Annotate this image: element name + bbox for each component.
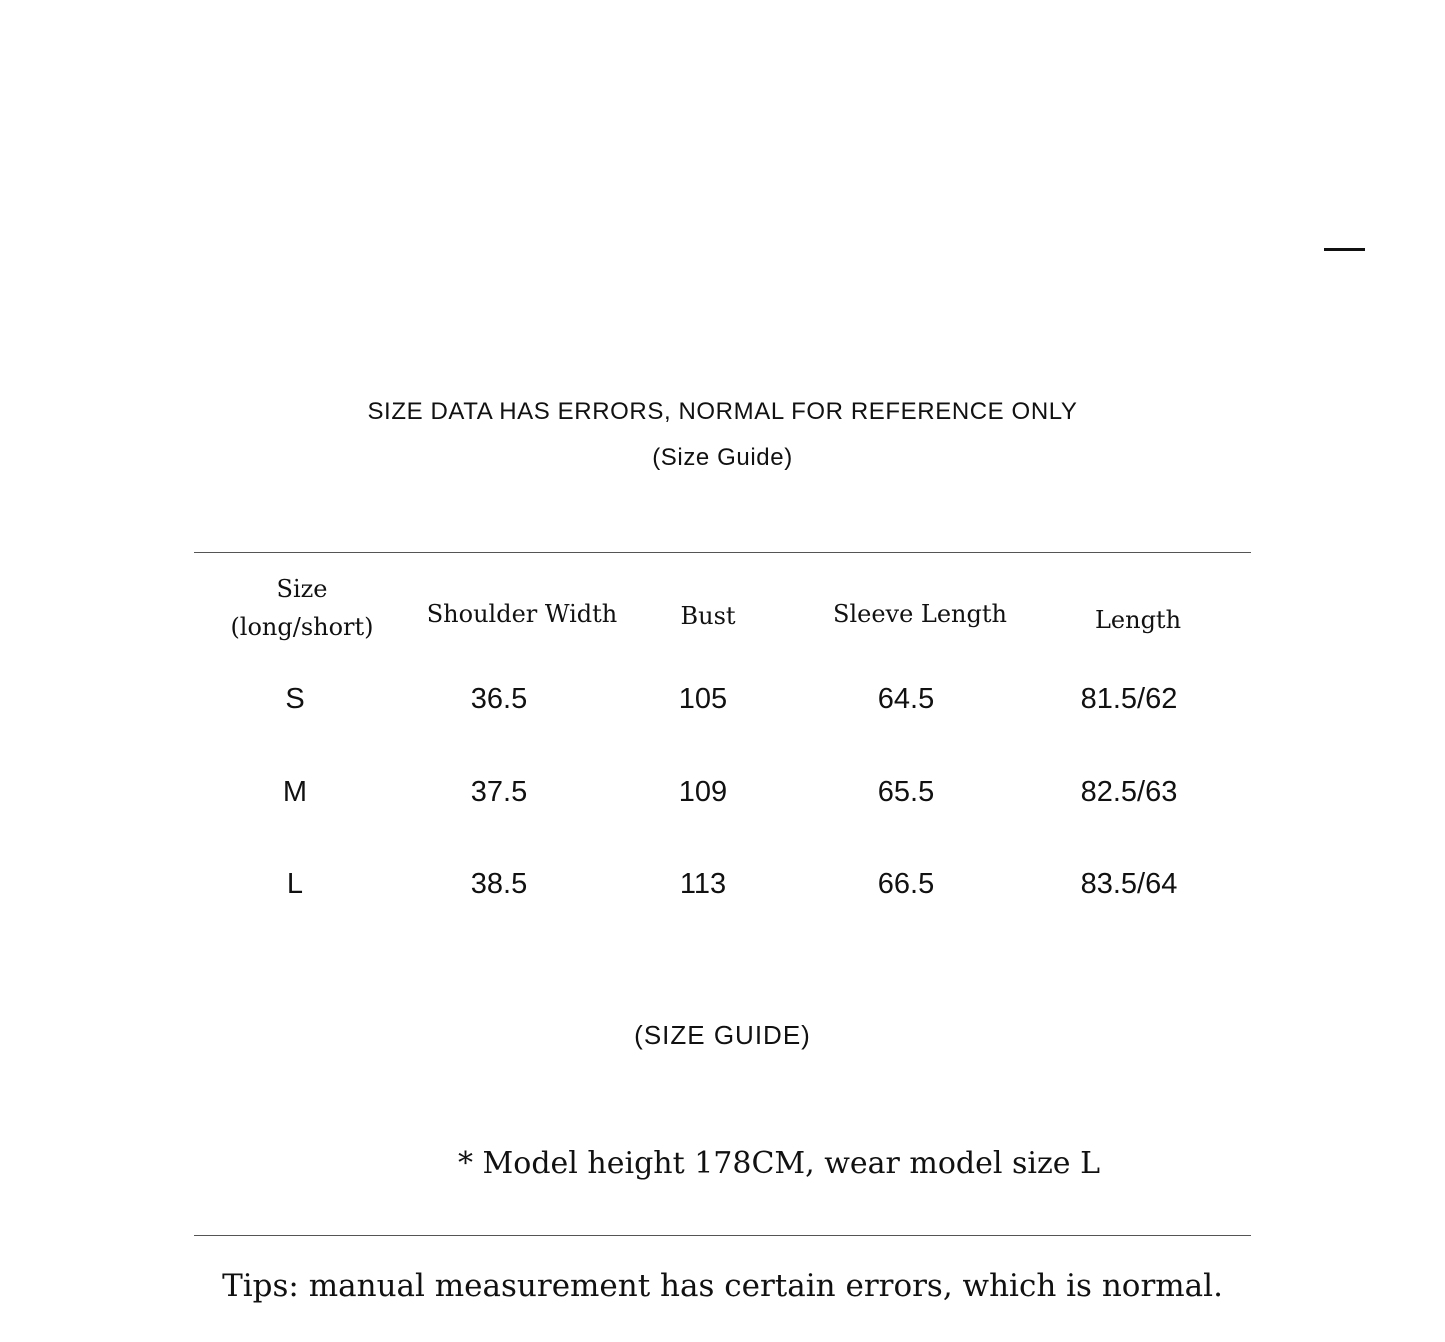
sleeve-length-cell: 66.5	[877, 868, 935, 900]
size-guide-subtitle: (Size Guide)	[652, 444, 793, 471]
column-header-shoulder-width: Shoulder Width	[426, 600, 618, 628]
minus-dash-mark	[1324, 248, 1365, 251]
size-cell: M	[282, 776, 308, 808]
length-cell: 83.5/64	[1080, 868, 1178, 900]
bust-cell: 105	[678, 683, 728, 715]
size-cell: S	[285, 683, 305, 715]
reference-notice: SIZE DATA HAS ERRORS, NORMAL FOR REFERENCE ONLY	[367, 398, 1078, 425]
column-header-bust: Bust	[680, 602, 736, 630]
top-divider	[194, 552, 1251, 553]
bottom-divider	[194, 1235, 1251, 1236]
column-header-sleeve-length: Sleeve Length	[833, 600, 1007, 628]
sleeve-length-cell: 65.5	[877, 776, 935, 808]
column-header-size	[202, 570, 402, 646]
shoulder-width-cell: 36.5	[470, 683, 528, 715]
length-cell: 81.5/62	[1080, 683, 1178, 715]
measurement-tips: Tips: manual measurement has certain errors, which is normal.	[222, 1268, 1223, 1304]
column-header-size-line1: Size	[276, 575, 328, 603]
column-header-size-line2: (long/short)	[230, 613, 374, 641]
column-header-length: Length	[1094, 606, 1182, 634]
bust-cell: 109	[678, 776, 728, 808]
length-cell: 82.5/63	[1080, 776, 1178, 808]
sleeve-length-cell: 64.5	[877, 683, 935, 715]
shoulder-width-cell: 37.5	[470, 776, 528, 808]
size-cell: L	[286, 868, 304, 900]
shoulder-width-cell: 38.5	[470, 868, 528, 900]
size-guide-caption: (SIZE GUIDE)	[634, 1020, 811, 1050]
bust-cell: 113	[679, 868, 727, 900]
model-height-note: * Model height 178CM, wear model size L	[458, 1146, 1100, 1181]
